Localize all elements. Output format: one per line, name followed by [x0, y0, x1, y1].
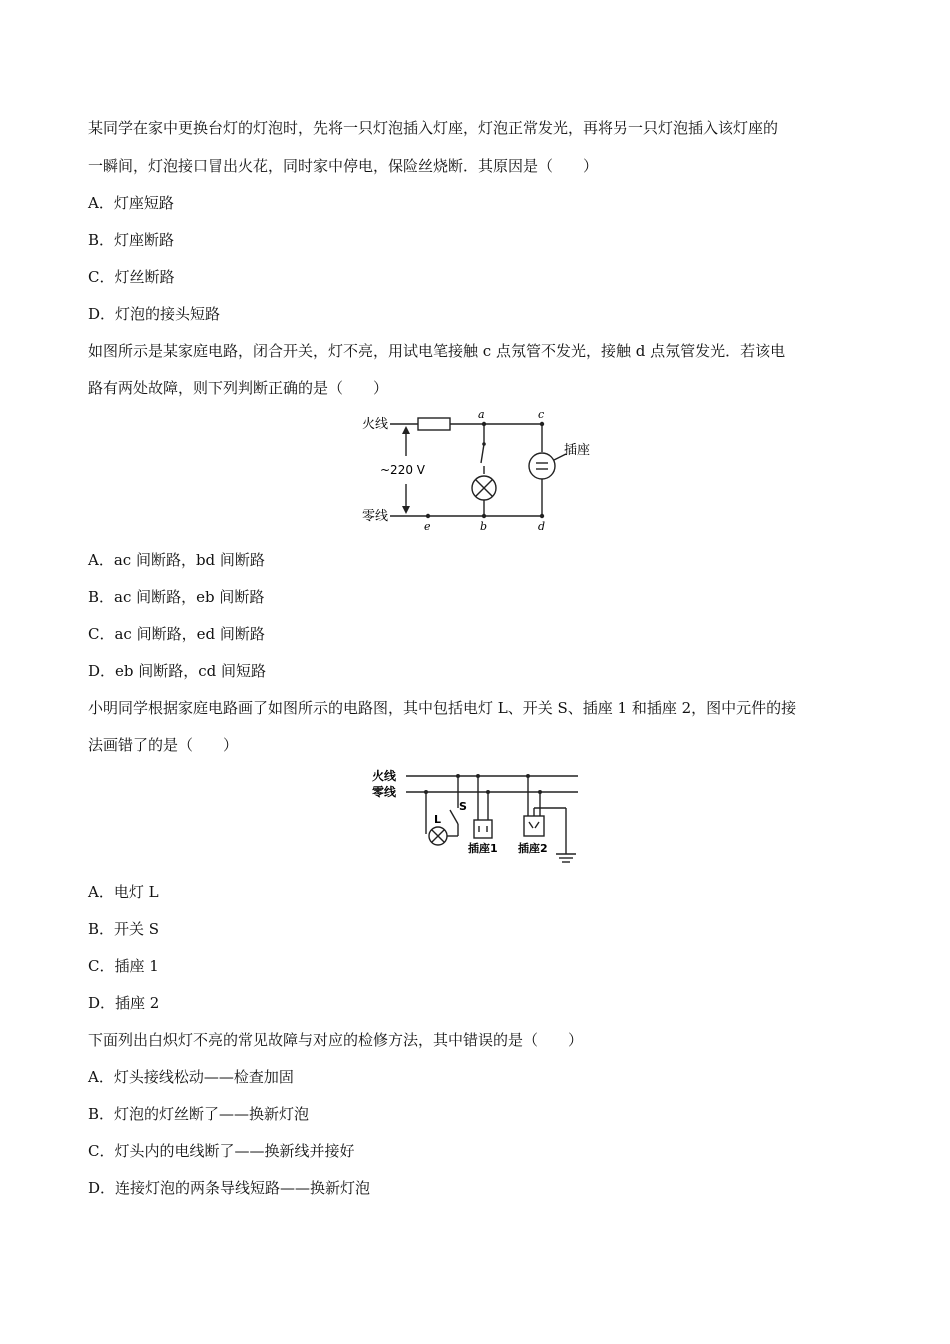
q3-live-wire-label: 火线 — [372, 769, 397, 783]
q1-stem-line-1: 某同学在家中更换台灯的灯泡时，先将一只灯泡插入灯座，灯泡正常发光，再将另一只灯泡插入该灯座的 — [88, 119, 779, 137]
q2-option-c: C．ac 间断路，ed 间断路 — [88, 625, 265, 643]
q4-option-d: D．连接灯泡的两条导线短路——换新灯泡 — [88, 1179, 371, 1197]
q2-option-a: A．ac 间断路，bd 间断路 — [88, 551, 265, 569]
q2-neutral-wire-label: 零线 — [362, 509, 389, 524]
q1-option-d: D．灯泡的接头短路 — [88, 305, 221, 323]
q3-socket-1-label: 插座1 — [468, 842, 498, 855]
q1-option-a: A．灯座短路 — [88, 194, 174, 212]
q3-stem-line-2: 法画错了的是（ ） — [88, 736, 239, 754]
q4-option-a: A．灯头接线松动——检查加固 — [88, 1068, 294, 1086]
q2-circuit-figure — [360, 408, 600, 537]
q2-option-d: D．eb 间断路，cd 间短路 — [88, 662, 267, 680]
q2-point-b: b — [480, 520, 488, 533]
q1-option-b: B．灯座断路 — [88, 231, 175, 249]
q4-option-c: C．灯头内的电线断了——换新线并接好 — [88, 1142, 355, 1160]
q3-option-c: C．插座 1 — [88, 957, 159, 975]
q3-option-d: D．插座 2 — [88, 994, 160, 1012]
q2-point-a: a — [478, 408, 485, 421]
q2-point-c: c — [538, 408, 545, 421]
q2-voltage-label: ~220 V — [380, 463, 425, 477]
q3-circuit-figure — [370, 764, 590, 872]
q3-option-b: B．开关 S — [88, 920, 160, 938]
q3-neutral-wire-label: 零线 — [372, 785, 397, 799]
q3-option-a: A．电灯 L — [88, 883, 159, 901]
q1-option-c: C．灯丝断路 — [88, 268, 175, 286]
q4-stem-line-1: 下面列出白炽灯不亮的常见故障与对应的检修方法，其中错误的是（ ） — [88, 1031, 584, 1049]
q3-lamp-label: L — [434, 813, 442, 826]
q2-point-e: e — [424, 520, 431, 533]
q3-socket-2-label: 插座2 — [518, 842, 548, 855]
q1-stem-line-2: 一瞬间，灯泡接口冒出火花，同时家中停电，保险丝烧断．其原因是（ ） — [88, 157, 599, 175]
q2-stem-line-1: 如图所示是某家庭电路，闭合开关，灯不亮，用试电笔接触 c 点氖管不发光，接触 d 点氖管发光．若该电 — [88, 342, 786, 360]
q2-live-wire-label: 火线 — [362, 417, 389, 432]
q4-option-b: B．灯泡的灯丝断了——换新灯泡 — [88, 1105, 310, 1123]
q2-socket-label: 插座 — [564, 443, 591, 458]
q3-stem-line-1: 小明同学根据家庭电路画了如图所示的电路图，其中包括电灯 L、开关 S、插座 1 和插座 2，图中元件的接 — [88, 699, 797, 717]
q2-option-b: B．ac 间断路，eb 间断路 — [88, 588, 265, 606]
q3-switch-label: S — [459, 800, 467, 813]
q2-stem-line-2: 路有两处故障，则下列判断正确的是（ ） — [88, 379, 389, 397]
q2-point-d: d — [538, 520, 546, 533]
